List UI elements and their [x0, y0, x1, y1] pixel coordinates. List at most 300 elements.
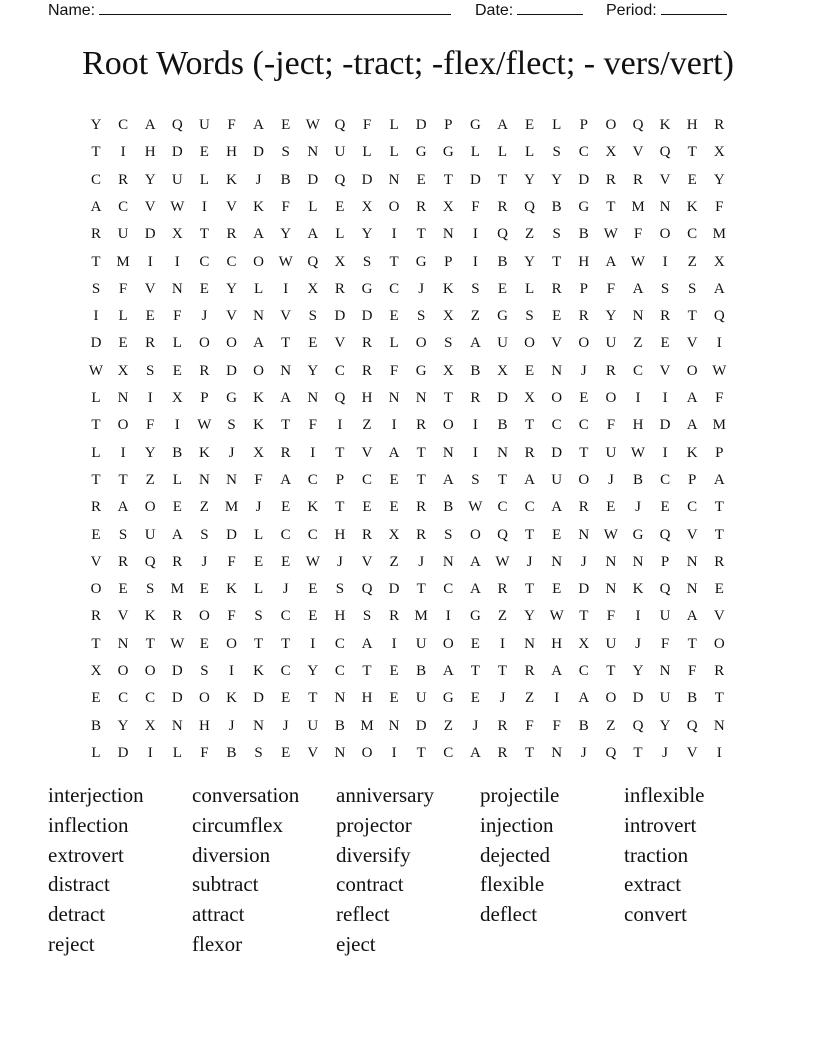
grid-letter[interactable]: K [659, 117, 671, 133]
grid-letter[interactable]: M [712, 226, 726, 243]
grid-letter[interactable]: A [171, 526, 183, 543]
grid-letter[interactable]: N [307, 144, 319, 161]
grid-letter[interactable]: Z [199, 499, 209, 516]
grid-letter[interactable]: O [90, 581, 102, 598]
grid-letter[interactable]: T [579, 444, 589, 461]
grid-letter[interactable]: N [442, 553, 454, 570]
grid-letter[interactable]: E [281, 690, 291, 707]
grid-letter[interactable]: W [630, 253, 646, 270]
grid-letter[interactable]: E [281, 499, 291, 516]
grid-letter[interactable]: Y [659, 717, 671, 734]
grid-letter[interactable]: F [606, 608, 616, 625]
grid-letter[interactable]: N [280, 362, 292, 379]
grid-letter[interactable]: K [253, 417, 265, 434]
grid-letter[interactable]: Z [470, 308, 480, 325]
grid-letter[interactable]: K [253, 390, 265, 406]
grid-letter[interactable]: B [226, 744, 237, 761]
grid-letter[interactable]: X [90, 663, 102, 679]
grid-letter[interactable]: Q [497, 526, 508, 543]
grid-letter[interactable]: C [578, 144, 589, 161]
grid-letter[interactable]: R [361, 335, 372, 352]
grid-letter[interactable]: Z [362, 417, 372, 434]
grid-letter[interactable]: I [174, 253, 180, 270]
grid-letter[interactable]: R [90, 226, 101, 243]
grid-letter[interactable]: U [144, 526, 156, 543]
grid-letter[interactable]: L [172, 744, 182, 761]
grid-letter[interactable]: B [172, 444, 183, 461]
grid-letter[interactable]: B [470, 362, 481, 379]
grid-letter[interactable]: V [632, 144, 644, 161]
grid-letter[interactable]: V [686, 744, 698, 761]
grid-letter[interactable]: Y [632, 663, 644, 679]
grid-letter[interactable]: B [443, 499, 454, 516]
grid-letter[interactable]: N [713, 717, 725, 734]
grid-letter[interactable]: T [308, 690, 318, 707]
grid-letter[interactable]: M [170, 581, 184, 598]
grid-letter[interactable]: R [578, 499, 589, 516]
grid-letter[interactable]: U [415, 635, 427, 652]
grid-letter[interactable]: N [686, 553, 698, 570]
grid-letter[interactable]: P [335, 471, 345, 488]
grid-letter[interactable]: R [361, 362, 372, 379]
grid-letter[interactable]: I [662, 444, 668, 461]
grid-letter[interactable]: Y [226, 280, 237, 297]
grid-letter[interactable]: S [552, 226, 561, 243]
grid-letter[interactable]: T [497, 171, 508, 188]
grid-letter[interactable]: J [607, 471, 614, 488]
grid-letter[interactable]: W [495, 553, 510, 570]
grid-letter[interactable]: E [308, 335, 318, 352]
grid-letter[interactable]: X [713, 253, 725, 270]
grid-letter[interactable]: O [388, 198, 400, 215]
grid-letter[interactable]: T [91, 635, 101, 652]
grid-letter[interactable]: K [253, 198, 265, 215]
grid-letter[interactable]: N [551, 744, 563, 761]
grid-letter[interactable]: Q [497, 226, 508, 243]
grid-letter[interactable]: R [551, 280, 562, 297]
grid-letter[interactable]: P [444, 253, 453, 270]
grid-letter[interactable]: X [442, 308, 454, 325]
grid-letter[interactable]: F [715, 390, 724, 406]
grid-letter[interactable]: Y [524, 171, 536, 188]
grid-letter[interactable]: R [470, 390, 481, 406]
grid-letter[interactable]: A [253, 117, 265, 133]
grid-letter[interactable]: A [90, 198, 102, 215]
grid-letter[interactable]: A [551, 663, 563, 679]
grid-letter[interactable]: H [144, 144, 156, 161]
grid-letter[interactable]: A [469, 581, 481, 598]
period-blank[interactable] [661, 0, 727, 15]
grid-letter[interactable]: D [226, 362, 237, 379]
grid-letter[interactable]: H [361, 390, 373, 406]
grid-letter[interactable]: E [308, 608, 318, 625]
grid-letter[interactable]: B [280, 171, 291, 188]
grid-letter[interactable]: R [416, 526, 427, 543]
grid-letter[interactable]: N [334, 690, 346, 707]
grid-letter[interactable]: B [334, 717, 345, 734]
grid-letter[interactable]: H [686, 117, 698, 133]
grid-letter[interactable]: Y [144, 171, 156, 188]
grid-letter[interactable]: L [525, 280, 535, 297]
grid-letter[interactable]: C [280, 663, 291, 679]
grid-letter[interactable]: E [579, 390, 589, 406]
grid-letter[interactable]: F [606, 417, 616, 434]
grid-letter[interactable]: Z [145, 471, 155, 488]
grid-letter[interactable]: N [226, 471, 237, 488]
grid-letter[interactable]: F [227, 117, 236, 133]
grid-letter[interactable]: S [254, 744, 263, 761]
grid-letter[interactable]: C [334, 362, 345, 379]
grid-letter[interactable]: E [606, 499, 616, 516]
grid-letter[interactable]: Z [443, 717, 453, 734]
grid-letter[interactable]: V [144, 198, 156, 215]
grid-letter[interactable]: O [524, 335, 536, 352]
grid-letter[interactable]: T [281, 335, 291, 352]
grid-letter[interactable]: T [145, 635, 155, 652]
grid-letter[interactable]: E [525, 362, 535, 379]
grid-letter[interactable]: R [714, 553, 725, 570]
grid-letter[interactable]: S [308, 308, 317, 325]
grid-letter[interactable]: N [388, 390, 400, 406]
grid-letter[interactable]: T [497, 471, 508, 488]
grid-letter[interactable]: V [226, 198, 237, 215]
grid-letter[interactable]: R [416, 198, 427, 215]
grid-letter[interactable]: D [253, 690, 265, 707]
grid-letter[interactable]: T [254, 635, 264, 652]
grid-letter[interactable]: Z [525, 690, 535, 707]
grid-letter[interactable]: N [388, 717, 400, 734]
grid-letter[interactable]: Y [280, 226, 292, 243]
grid-letter[interactable]: X [253, 444, 265, 461]
grid-letter[interactable]: Q [632, 717, 644, 734]
grid-letter[interactable]: A [686, 608, 698, 625]
grid-letter[interactable]: X [144, 717, 156, 734]
grid-letter[interactable]: D [90, 335, 102, 352]
grid-letter[interactable]: C [307, 526, 318, 543]
grid-letter[interactable]: M [116, 253, 130, 270]
grid-letter[interactable]: G [632, 526, 644, 543]
grid-letter[interactable]: X [442, 198, 454, 215]
grid-letter[interactable]: C [443, 581, 454, 598]
grid-letter[interactable]: A [307, 226, 319, 243]
grid-letter[interactable]: E [281, 117, 291, 133]
grid-letter[interactable]: L [389, 335, 399, 352]
grid-letter[interactable]: R [416, 499, 427, 516]
grid-letter[interactable]: E [416, 171, 426, 188]
grid-letter[interactable]: D [551, 444, 563, 461]
grid-letter[interactable]: Q [307, 253, 319, 270]
grid-letter[interactable]: Q [659, 526, 671, 543]
grid-letter[interactable]: A [632, 280, 644, 297]
grid-letter[interactable]: I [391, 417, 397, 434]
grid-letter[interactable]: L [254, 280, 264, 297]
grid-letter[interactable]: N [605, 581, 617, 598]
grid-letter[interactable]: X [361, 198, 373, 215]
grid-letter[interactable]: E [714, 581, 724, 598]
grid-letter[interactable]: T [443, 390, 453, 406]
grid-letter[interactable]: E [389, 308, 399, 325]
grid-letter[interactable]: R [605, 362, 616, 379]
grid-letter[interactable]: T [606, 663, 616, 679]
grid-letter[interactable]: H [226, 144, 237, 161]
grid-letter[interactable]: S [281, 144, 290, 161]
grid-letter[interactable]: A [578, 690, 590, 707]
grid-letter[interactable]: Y [605, 308, 617, 325]
grid-letter[interactable]: E [389, 690, 399, 707]
grid-letter[interactable]: K [442, 280, 454, 297]
grid-letter[interactable]: V [686, 335, 698, 352]
grid-letter[interactable]: N [551, 553, 563, 570]
grid-letter[interactable]: A [253, 335, 265, 352]
grid-letter[interactable]: I [310, 444, 316, 461]
grid-letter[interactable]: V [659, 362, 671, 379]
grid-letter[interactable]: N [605, 553, 617, 570]
grid-letter[interactable]: O [117, 663, 129, 679]
grid-letter[interactable]: N [578, 526, 590, 543]
grid-letter[interactable]: S [200, 663, 209, 679]
grid-letter[interactable]: M [631, 198, 645, 215]
grid-letter[interactable]: O [605, 690, 617, 707]
grid-letter[interactable]: I [635, 608, 641, 625]
grid-letter[interactable]: S [660, 280, 670, 297]
grid-letter[interactable]: A [442, 471, 454, 488]
grid-letter[interactable]: N [388, 171, 400, 188]
grid-letter[interactable]: X [171, 226, 183, 243]
grid-letter[interactable]: R [660, 308, 671, 325]
grid-letter[interactable]: Y [307, 362, 319, 379]
grid-letter[interactable]: I [174, 417, 180, 434]
grid-letter[interactable]: E [389, 471, 399, 488]
grid-letter[interactable]: A [686, 390, 698, 406]
grid-letter[interactable]: D [578, 581, 590, 598]
grid-letter[interactable]: N [659, 198, 671, 215]
grid-letter[interactable]: R [145, 335, 156, 352]
grid-letter[interactable]: S [227, 417, 236, 434]
grid-letter[interactable]: E [281, 744, 291, 761]
grid-letter[interactable]: E [687, 171, 697, 188]
grid-letter[interactable]: C [280, 608, 291, 625]
grid-letter[interactable]: G [415, 362, 427, 379]
grid-letter[interactable]: I [201, 198, 207, 215]
grid-letter[interactable]: C [280, 526, 291, 543]
grid-letter[interactable]: A [713, 471, 725, 488]
grid-letter[interactable]: T [714, 526, 724, 543]
grid-letter[interactable]: Q [334, 171, 346, 188]
grid-letter[interactable]: B [497, 417, 508, 434]
grid-letter[interactable]: N [659, 663, 671, 679]
grid-letter[interactable]: N [686, 581, 698, 598]
grid-letter[interactable]: O [117, 417, 129, 434]
grid-letter[interactable]: E [199, 635, 209, 652]
grid-letter[interactable]: P [660, 553, 670, 570]
grid-letter[interactable]: R [605, 171, 616, 188]
grid-letter[interactable]: U [307, 717, 319, 734]
grid-letter[interactable]: E [254, 553, 264, 570]
grid-letter[interactable]: S [471, 280, 480, 297]
grid-letter[interactable]: O [578, 471, 590, 488]
grid-letter[interactable]: G [442, 690, 454, 707]
grid-letter[interactable]: I [716, 335, 722, 352]
grid-letter[interactable]: I [445, 608, 451, 625]
grid-letter[interactable]: W [305, 553, 320, 570]
grid-letter[interactable]: L [470, 144, 480, 161]
grid-letter[interactable]: V [659, 171, 671, 188]
grid-letter[interactable]: E [199, 581, 209, 598]
grid-letter[interactable]: F [606, 280, 616, 297]
grid-letter[interactable]: N [198, 471, 210, 488]
grid-letter[interactable]: N [334, 744, 346, 761]
grid-letter[interactable]: N [117, 390, 129, 406]
grid-letter[interactable]: L [254, 581, 264, 598]
grid-letter[interactable]: D [469, 171, 481, 188]
grid-letter[interactable]: A [469, 335, 481, 352]
grid-letter[interactable]: W [712, 362, 727, 379]
grid-letter[interactable]: E [199, 144, 209, 161]
grid-letter[interactable]: W [278, 253, 293, 270]
grid-letter[interactable]: D [171, 690, 183, 707]
grid-letter[interactable]: F [688, 663, 697, 679]
grid-letter[interactable]: N [117, 635, 129, 652]
grid-letter[interactable]: W [630, 444, 646, 461]
grid-letter[interactable]: F [146, 417, 155, 434]
grid-letter[interactable]: O [226, 335, 237, 352]
grid-letter[interactable]: E [199, 280, 209, 297]
grid-letter[interactable]: O [198, 690, 210, 707]
grid-letter[interactable]: T [606, 198, 616, 215]
grid-letter[interactable]: I [554, 690, 560, 707]
grid-letter[interactable]: E [470, 635, 480, 652]
grid-letter[interactable]: I [147, 253, 153, 270]
grid-letter[interactable]: V [361, 553, 373, 570]
grid-letter[interactable]: H [578, 253, 590, 270]
grid-letter[interactable]: O [198, 335, 210, 352]
grid-letter[interactable]: R [578, 308, 589, 325]
grid-letter[interactable]: V [144, 280, 156, 297]
grid-letter[interactable]: S [444, 526, 453, 543]
grid-letter[interactable]: F [715, 198, 724, 215]
grid-letter[interactable]: G [226, 390, 237, 406]
grid-letter[interactable]: V [713, 608, 725, 625]
grid-letter[interactable]: A [469, 553, 481, 570]
grid-letter[interactable]: A [280, 471, 292, 488]
grid-letter[interactable]: U [605, 444, 617, 461]
grid-letter[interactable]: U [415, 690, 427, 707]
grid-letter[interactable]: B [551, 198, 562, 215]
grid-letter[interactable]: W [197, 417, 212, 434]
grid-letter[interactable]: U [171, 171, 183, 188]
grid-letter[interactable]: W [88, 362, 104, 379]
grid-letter[interactable]: S [91, 280, 101, 297]
grid-letter[interactable]: F [227, 608, 236, 625]
grid-letter[interactable]: J [282, 717, 289, 734]
grid-letter[interactable]: G [497, 308, 508, 325]
grid-letter[interactable]: Z [687, 253, 697, 270]
grid-letter[interactable]: A [469, 744, 481, 761]
grid-letter[interactable]: A [361, 635, 373, 652]
grid-letter[interactable]: E [172, 499, 182, 516]
grid-letter[interactable]: R [118, 553, 129, 570]
grid-letter[interactable]: F [254, 471, 263, 488]
name-blank[interactable] [99, 0, 451, 15]
grid-letter[interactable]: D [307, 171, 319, 188]
grid-letter[interactable]: O [605, 390, 617, 406]
grid-letter[interactable]: A [605, 253, 617, 270]
grid-letter[interactable]: T [443, 171, 453, 188]
grid-letter[interactable]: D [361, 171, 373, 188]
date-blank[interactable] [517, 0, 583, 15]
grid-letter[interactable]: U [605, 635, 617, 652]
grid-letter[interactable]: V [307, 744, 319, 761]
grid-letter[interactable]: J [418, 280, 425, 297]
grid-letter[interactable]: L [118, 308, 128, 325]
grid-letter[interactable]: T [362, 663, 372, 679]
grid-letter[interactable]: S [146, 581, 155, 598]
grid-letter[interactable]: P [688, 471, 697, 488]
grid-letter[interactable]: T [335, 499, 345, 516]
grid-letter[interactable]: J [580, 553, 587, 570]
grid-letter[interactable]: P [579, 117, 588, 133]
grid-letter[interactable]: C [334, 663, 345, 679]
grid-letter[interactable]: C [660, 471, 671, 488]
grid-letter[interactable]: U [605, 335, 617, 352]
grid-letter[interactable]: Y [90, 117, 102, 133]
grid-letter[interactable]: Y [524, 253, 536, 270]
grid-letter[interactable]: D [334, 308, 346, 325]
grid-letter[interactable]: C [687, 226, 698, 243]
grid-letter[interactable]: U [497, 335, 508, 352]
grid-letter[interactable]: J [580, 744, 587, 761]
grid-letter[interactable]: D [415, 117, 427, 133]
grid-letter[interactable]: W [170, 198, 185, 215]
grid-letter[interactable]: T [497, 663, 508, 679]
grid-letter[interactable]: O [442, 635, 454, 652]
grid-letter[interactable]: L [552, 117, 562, 133]
grid-letter[interactable]: J [336, 553, 343, 570]
grid-letter[interactable]: K [198, 444, 210, 461]
grid-letter[interactable]: K [686, 198, 698, 215]
grid-letter[interactable]: Q [334, 117, 346, 133]
grid-letter[interactable]: W [603, 226, 618, 243]
grid-letter[interactable]: S [335, 581, 345, 598]
grid-letter[interactable]: J [580, 362, 587, 379]
grid-letter[interactable]: J [255, 171, 262, 188]
grid-letter[interactable]: E [145, 308, 155, 325]
grid-letter[interactable]: N [551, 362, 563, 379]
grid-letter[interactable]: P [715, 444, 724, 461]
grid-letter[interactable]: Y [307, 663, 319, 679]
grid-letter[interactable]: I [716, 744, 722, 761]
grid-letter[interactable]: R [280, 444, 291, 461]
grid-letter[interactable]: A [497, 117, 508, 133]
grid-letter[interactable]: K [253, 663, 265, 679]
grid-letter[interactable]: L [389, 144, 399, 161]
grid-letter[interactable]: Y [524, 608, 536, 625]
grid-letter[interactable]: A [686, 417, 698, 434]
grid-letter[interactable]: S [118, 526, 128, 543]
grid-letter[interactable]: S [471, 471, 480, 488]
grid-letter[interactable]: T [416, 744, 426, 761]
grid-letter[interactable]: Y [361, 226, 373, 243]
grid-letter[interactable]: T [525, 581, 535, 598]
grid-letter[interactable]: O [253, 253, 265, 270]
grid-letter[interactable]: G [469, 117, 481, 133]
grid-letter[interactable]: R [497, 581, 508, 598]
grid-letter[interactable]: J [472, 717, 479, 734]
grid-letter[interactable]: A [280, 390, 292, 406]
grid-letter[interactable]: D [632, 690, 644, 707]
grid-letter[interactable]: D [253, 144, 265, 161]
grid-letter[interactable]: T [579, 608, 589, 625]
